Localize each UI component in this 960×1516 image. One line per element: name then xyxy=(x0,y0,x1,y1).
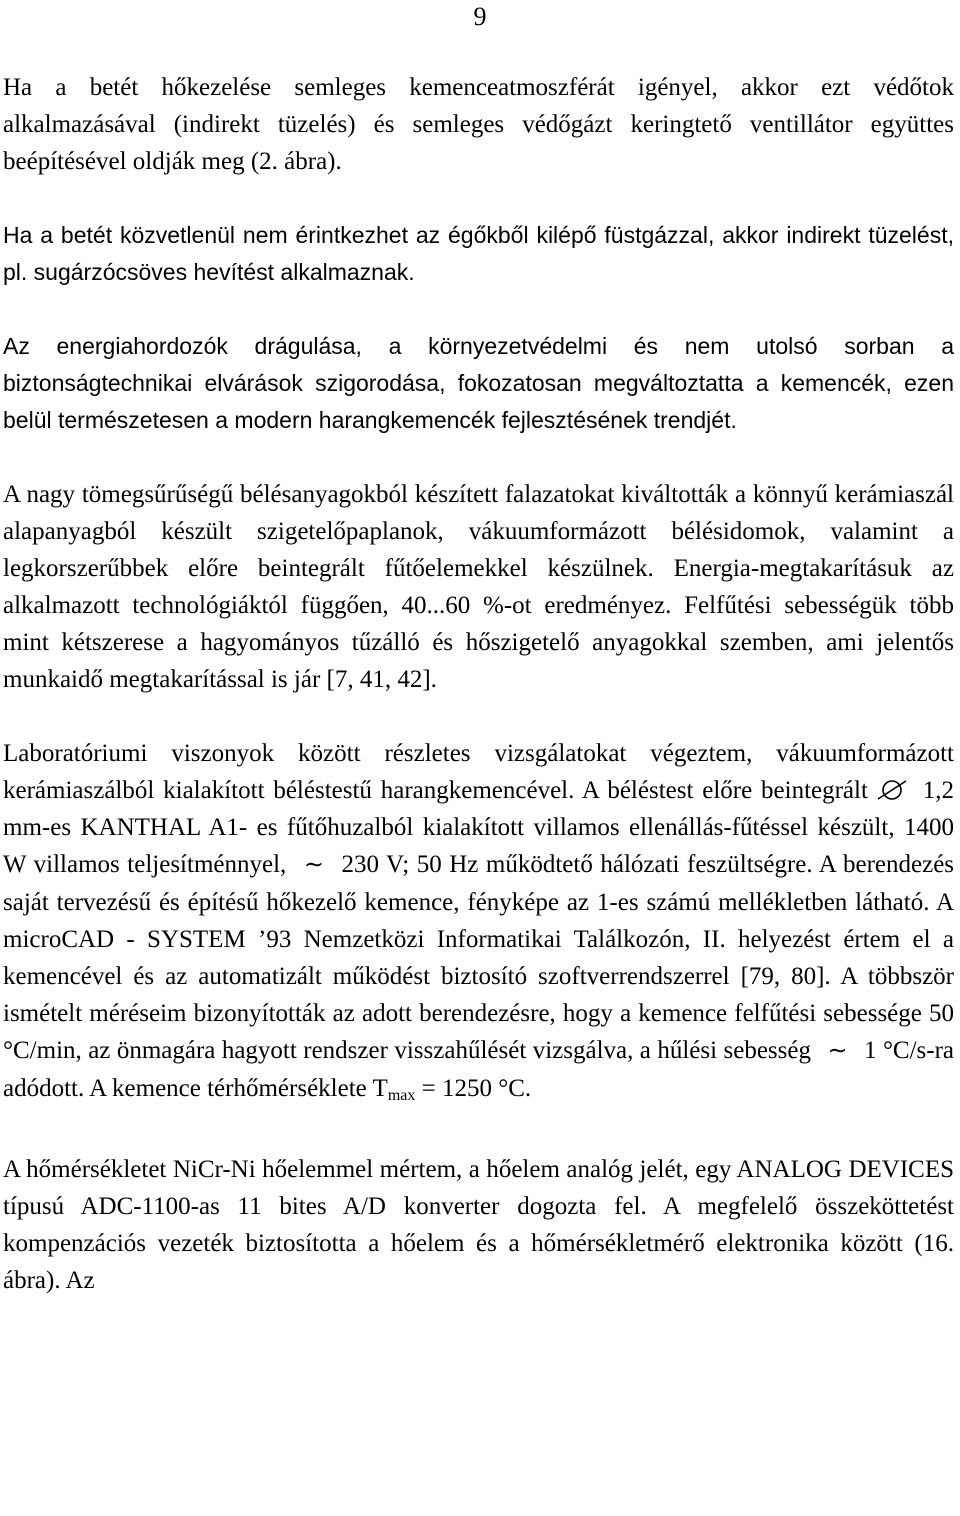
subscript-max: max xyxy=(387,1087,416,1104)
paragraph-4: A nagy tömegsűrűségű bélésanyagokból készített falazatokat kiváltották a könnyű kerámiaszál alapanyagból készült szigetelőpaplanok, vákuumformázott bélésidomok, valamint a legkorszerűbbek előre beintegrált fűtőelemekkel készülnek. Energia-megtakarításuk az alkalmazott technológiáktól függően, 40...60 %-ot eredményez. Felfűtési sebességük több mint kétszerese a hagyományos tűzálló és hőszigetelő anyagokkal szemben, ami jelentős munkaidő megtakarítással is jár [7, 41, 42]. xyxy=(3,481,954,693)
paragraph-gap xyxy=(3,180,954,217)
paragraph-gap xyxy=(3,1114,954,1151)
paragraph-gap xyxy=(3,291,954,328)
paragraph-5-part-e: = 1250 °C. xyxy=(421,1075,532,1102)
paragraph-5-part-c: 230 V; 50 Hz működtető hálózati feszültségre. A berendezés saját tervezésű és építésű hőkezelő kemence, fényképe az 1-es számú mellékletben látható. A microCAD - SYSTEM ’93 Nemzetközi Informatikai Találkozón, II. helyezést értem el a kemencével és az automatizált működést biztosító szoftverrendszerrel [79, 80]. A többször ismételt méréseim bizonyították az adott berendezésre, hogy a kemence felfűtési sebessége 50 °C/min, az önmagára hagyott rendszer visszahűlését vizsgálva, a hűlési sebesség xyxy=(3,851,955,1064)
paragraph-5-part-b: 1,2 mm-es KANTHAL A1- es fűtőhuzalból kialakított villamos ellenállás-fűtéssel készült, 1400 W villamos teljesítménnyel, xyxy=(3,777,954,878)
diameter-icon xyxy=(874,775,910,799)
paragraph-5-part-a: Laboratóriumi viszonyok között részletes vizsgálatokat végeztem, vákuumformázott kerámiaszálból kialakított béléstestű harangkemencével. A béléstest előre beintegrált xyxy=(3,740,954,804)
paragraph-2: Ha a betét közvetlenül nem érintkezhet az égőkből kilépő füstgázzal, akkor indirekt tüzelést, pl. sugárzócsöves hevítést alkalmaznak. xyxy=(3,222,954,285)
paragraph-5 xyxy=(3,735,954,1114)
document-body xyxy=(3,69,954,1299)
paragraph-3: Az energiahordozók drágulása, a környezetvédelmi és nem utolsó sorban a biztonságtechnikai elvárások szigorodása, fokozatosan megváltoztatta a kemencék, ezen belül természetesen a modern harangkemencék fejlesztésének trendjét. xyxy=(3,333,954,433)
paragraph-gap xyxy=(3,439,954,476)
approx-symbol: ∼ xyxy=(303,852,324,878)
page-number: 9 xyxy=(473,2,487,31)
paragraph-gap xyxy=(3,698,954,735)
paragraph-5-part-d: 1 °C/s-ra adódott. A kemence térhőmérséklete T xyxy=(3,1037,955,1102)
approx-symbol: ∼ xyxy=(827,1038,848,1064)
paragraph-1: Ha a betét hőkezelése semleges kemenceatmoszférát igényel, akkor ezt védőtok alkalmazásával (indirekt tüzelés) és semleges védőgázt keringtető ventillátor együttes beépítésével oldják meg (2. ábra). xyxy=(3,74,954,175)
paragraph-6: A hőmérsékletet NiCr-Ni hőelemmel mértem, a hőelem analóg jelét, egy ANALOG DEVICES típusú ADC-1100-as 11 bites A/D konverter dogozta fel. A megfelelő összeköttetést kompenzációs vezeték biztosította a hőelem és a hőmérsékletmérő elektronika között (16. ábra). Az xyxy=(3,1156,954,1294)
